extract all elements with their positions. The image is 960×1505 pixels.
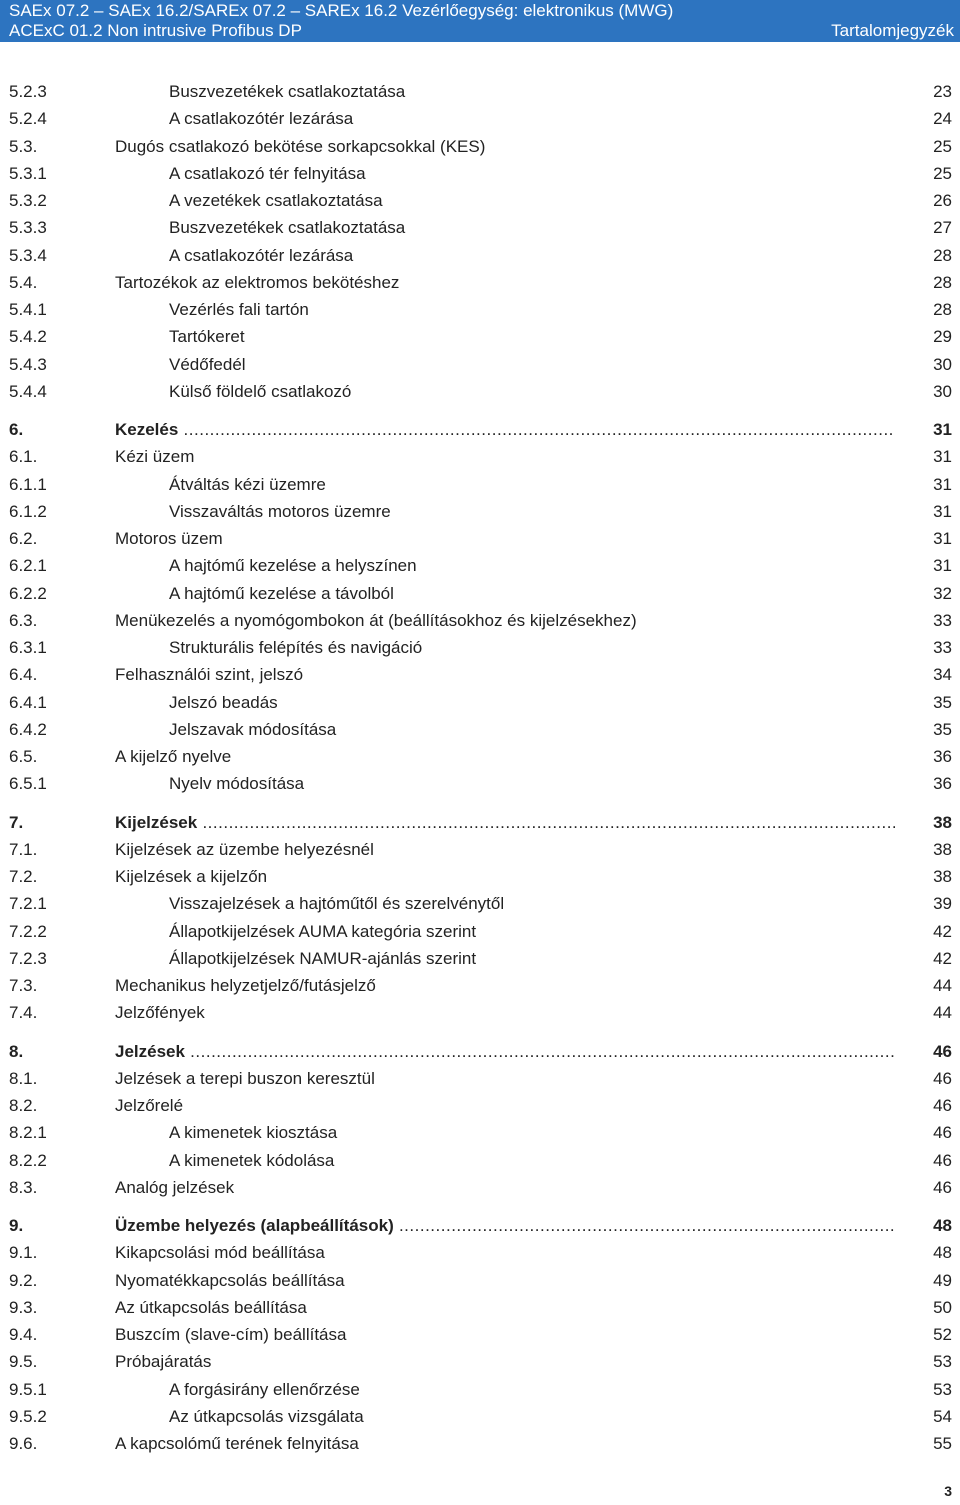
toc-entry-title: Mechanikus helyzetjelző/futásjelző xyxy=(115,976,376,995)
toc-entry-page: 53 xyxy=(933,1352,952,1371)
toc-entry-title: Állapotkijelzések AUMA kategória szerint xyxy=(169,922,477,941)
toc-entry-page: 33 xyxy=(933,638,952,657)
toc-entry-page: 44 xyxy=(933,1003,952,1022)
toc-entry[interactable] xyxy=(0,1432,960,1456)
toc-entry-page: 36 xyxy=(933,774,952,793)
toc-entry[interactable] xyxy=(0,298,960,322)
toc-entry-title: Strukturális felépítés és navigáció xyxy=(169,638,423,657)
toc-entry-title: Menükezelés a nyomógombokon át (beállításokhoz és kijelzésekhez) xyxy=(115,611,637,630)
toc-entry-number: 6.1. xyxy=(9,447,38,466)
toc-entry-number: 9.6. xyxy=(9,1434,38,1453)
toc-entry-page: 30 xyxy=(933,382,952,401)
toc-entry[interactable] xyxy=(0,920,960,944)
toc-entry[interactable] xyxy=(0,353,960,377)
toc-entry[interactable] xyxy=(0,838,960,862)
toc-entry-page: 52 xyxy=(933,1325,952,1344)
toc-entry[interactable] xyxy=(0,473,960,497)
toc-entry-number: 5.3.2 xyxy=(9,191,47,210)
toc-entry-title: Jelszavak módosítása xyxy=(169,720,337,739)
toc-entry-page: 31 xyxy=(933,420,952,439)
toc-entry-number: 9.1. xyxy=(9,1243,38,1262)
toc-entry[interactable] xyxy=(0,107,960,131)
toc-entry-title: Dugós csatlakozó bekötése sorkapcsokkal (KES) xyxy=(115,137,486,156)
toc-entry-page: 33 xyxy=(933,611,952,630)
toc-entry-page: 50 xyxy=(933,1298,952,1317)
toc-entry-title: A kapcsolómű terének felnyitása xyxy=(115,1434,359,1453)
toc-entry-number: 9.5. xyxy=(9,1352,38,1371)
toc-entry-page: 32 xyxy=(933,584,952,603)
toc-entry-title: Kijelzések az üzembe helyezésnél xyxy=(115,840,374,859)
toc-entry-number: 7.2.3 xyxy=(9,949,47,968)
toc-entry-number: 5.3.1 xyxy=(9,164,47,183)
toc-entry[interactable] xyxy=(0,380,960,404)
toc-entry-number: 6.4.1 xyxy=(9,693,47,712)
toc-entry-title: Buszvezetékek csatlakoztatása xyxy=(169,82,406,101)
toc-entry-number: 6.3.1 xyxy=(9,638,47,657)
toc-entry-title: A kijelző nyelve xyxy=(115,747,232,766)
toc-entry-number: 8. xyxy=(9,1042,24,1061)
toc-entry-number: 8.2.2 xyxy=(9,1151,47,1170)
toc-entry-number: 6.2.2 xyxy=(9,584,47,603)
toc-entry-title: Kijelzések ..... xyxy=(115,811,895,835)
toc-entry-page: 31 xyxy=(933,502,952,521)
toc-entry-title: Az útkapcsolás vizsgálata xyxy=(169,1407,364,1426)
toc-entry[interactable] xyxy=(0,1149,960,1173)
toc-entry-page: 28 xyxy=(933,246,952,265)
toc-entry[interactable] xyxy=(0,80,960,104)
toc-entry-title: A csatlakozó tér felnyitása xyxy=(169,164,366,183)
toc-entry-page: 31 xyxy=(933,475,952,494)
toc-entry-number: 6.4.2 xyxy=(9,720,47,739)
toc-entry-page: 38 xyxy=(933,840,952,859)
toc-entry-number: 7. xyxy=(9,813,24,832)
toc-entry-number: 6.1.1 xyxy=(9,475,47,494)
toc-entry-page: 23 xyxy=(933,82,952,101)
toc-entry-title: Külső földelő csatlakozó xyxy=(169,382,352,401)
toc-entry[interactable] xyxy=(0,500,960,524)
toc-entry[interactable] xyxy=(0,772,960,796)
toc-entry[interactable] xyxy=(0,1296,960,1320)
toc-entry[interactable] xyxy=(0,271,960,295)
toc-entry-title: A hajtómű kezelése a helyszínen xyxy=(169,556,417,575)
toc-entry-page: 46 xyxy=(933,1069,952,1088)
toc-entry-title: Nyomatékkapcsolás beállítása xyxy=(115,1271,345,1290)
toc-entry-title: Buszcím (slave-cím) beállítása xyxy=(115,1325,347,1344)
toc-entry-page: 24 xyxy=(933,109,952,128)
toc-entry-title: A vezetékek csatlakoztatása xyxy=(169,191,383,210)
toc-entry-page: 27 xyxy=(933,218,952,237)
toc-entry-page: 42 xyxy=(933,922,952,941)
toc-entry-title: Visszaváltás motoros üzemre xyxy=(169,502,391,521)
toc-entry-number: 6.3. xyxy=(9,611,38,630)
toc-entry-page: 49 xyxy=(933,1271,952,1290)
toc-entry-page: 31 xyxy=(933,447,952,466)
toc-entry[interactable] xyxy=(0,1094,960,1118)
toc-entry-page: 48 xyxy=(933,1243,952,1262)
toc-entry-title: A csatlakozótér lezárása xyxy=(169,109,354,128)
toc-entry-page: 25 xyxy=(933,137,952,156)
page-number: 3 xyxy=(944,1483,952,1499)
toc-entry[interactable] xyxy=(0,691,960,715)
toc-entry-page: 42 xyxy=(933,949,952,968)
toc-entry[interactable] xyxy=(0,609,960,633)
header-product-line: SAEx 07.2 – SAEx 16.2/SAREx 07.2 – SAREx 16.2 Vezérlőegység: elektronikus (MWG) xyxy=(9,1,674,20)
toc-entry-number: 7.4. xyxy=(9,1003,38,1022)
toc-entry-page: 53 xyxy=(933,1380,952,1399)
toc-entry-number: 7.3. xyxy=(9,976,38,995)
toc-entry[interactable] xyxy=(0,1001,960,1025)
toc-entry-page: 46 xyxy=(933,1178,952,1197)
toc-chapter[interactable] xyxy=(0,418,960,442)
toc-entry-title: A kimenetek kódolása xyxy=(169,1151,335,1170)
toc-entry-number: 5.4.1 xyxy=(9,300,47,319)
toc-entry-page: 46 xyxy=(933,1096,952,1115)
toc-entry[interactable] xyxy=(0,865,960,889)
toc-chapter[interactable] xyxy=(0,811,960,835)
toc-entry-number: 9.3. xyxy=(9,1298,38,1317)
toc-entry-number: 6.5. xyxy=(9,747,38,766)
toc-entry[interactable] xyxy=(0,745,960,769)
toc-entry-number: 6. xyxy=(9,420,24,439)
toc-entry[interactable] xyxy=(0,325,960,349)
toc-entry-number: 5.4.2 xyxy=(9,327,47,346)
toc-entry[interactable] xyxy=(0,1241,960,1265)
toc-entry-title: Üzembe helyezés (alapbeállítások) ..... xyxy=(115,1214,895,1238)
toc-chapter[interactable] xyxy=(0,1214,960,1238)
toc-entry-page: 35 xyxy=(933,693,952,712)
toc-entry-page: 25 xyxy=(933,164,952,183)
toc-entry-title: Jelszó beadás xyxy=(169,693,278,712)
toc-entry-title: Kikapcsolási mód beállítása xyxy=(115,1243,325,1262)
toc-entry[interactable] xyxy=(0,554,960,578)
toc-entry-number: 7.2.2 xyxy=(9,922,47,941)
toc-entry-page: 31 xyxy=(933,529,952,548)
header-section-title: Tartalomjegyzék xyxy=(831,21,954,40)
toc-entry-page: 28 xyxy=(933,273,952,292)
toc-entry-page: 36 xyxy=(933,747,952,766)
toc-entry[interactable] xyxy=(0,947,960,971)
toc-entry-number: 8.1. xyxy=(9,1069,38,1088)
toc-entry-number: 9.4. xyxy=(9,1325,38,1344)
toc-entry-page: 30 xyxy=(933,355,952,374)
toc-entry-number: 5.4.4 xyxy=(9,382,47,401)
toc-entry[interactable] xyxy=(0,162,960,186)
toc-entry[interactable] xyxy=(0,1323,960,1347)
toc-entry-page: 31 xyxy=(933,556,952,575)
toc-entry-title: A csatlakozótér lezárása xyxy=(169,246,354,265)
toc-entry[interactable] xyxy=(0,244,960,268)
toc-entry-page: 26 xyxy=(933,191,952,210)
toc-entry-title: Kézi üzem xyxy=(115,447,195,466)
toc-entry-title: Vezérlés fali tartón xyxy=(169,300,309,319)
toc-entry-title: Jelzőfények xyxy=(115,1003,205,1022)
toc-chapter[interactable] xyxy=(0,1040,960,1064)
toc-entry-page: 48 xyxy=(933,1216,952,1235)
toc-entry-title: Nyelv módosítása xyxy=(169,774,305,793)
toc-entry-page: 46 xyxy=(933,1123,952,1142)
toc-entry-title: Jelzések a terepi buszon keresztül xyxy=(115,1069,375,1088)
toc-entry-title: Analóg jelzések xyxy=(115,1178,235,1197)
toc-entry-number: 5.2.3 xyxy=(9,82,47,101)
toc-entry-number: 7.2.1 xyxy=(9,894,47,913)
toc-entry-page: 44 xyxy=(933,976,952,995)
toc-entry-page: 55 xyxy=(933,1434,952,1453)
toc-entry[interactable] xyxy=(0,1350,960,1374)
toc-entry-title: Próbajáratás xyxy=(115,1352,212,1371)
toc-entry-number: 6.1.2 xyxy=(9,502,47,521)
toc-entry-page: 38 xyxy=(933,813,952,832)
toc-entry[interactable] xyxy=(0,189,960,213)
toc-entry[interactable] xyxy=(0,892,960,916)
toc-entry-number: 5.3.4 xyxy=(9,246,47,265)
toc-entry-page: 46 xyxy=(933,1042,952,1061)
toc-entry[interactable] xyxy=(0,527,960,551)
toc-entry-title: A hajtómű kezelése a távolból xyxy=(169,584,394,603)
toc-entry-number: 5.4.3 xyxy=(9,355,47,374)
toc-entry[interactable] xyxy=(0,1067,960,1091)
toc-entry-page: 54 xyxy=(933,1407,952,1426)
toc-entry-number: 6.2. xyxy=(9,529,38,548)
toc-entry[interactable] xyxy=(0,1269,960,1293)
toc-entry-number: 5.2.4 xyxy=(9,109,47,128)
toc-entry-number: 7.1. xyxy=(9,840,38,859)
toc-entry[interactable] xyxy=(0,1121,960,1145)
toc-entry-page: 29 xyxy=(933,327,952,346)
toc-entry-title: Tartókeret xyxy=(169,327,245,346)
toc-entry-number: 7.2. xyxy=(9,867,38,886)
toc-entry[interactable] xyxy=(0,636,960,660)
toc-entry-title: Jelzések ..... xyxy=(115,1040,895,1064)
toc-entry-number: 5.3. xyxy=(9,137,38,156)
toc-entry-title: Állapotkijelzések NAMUR-ajánlás szerint xyxy=(169,949,477,968)
toc-entry-title: Átváltás kézi üzemre xyxy=(169,475,326,494)
toc-entry-page: 39 xyxy=(933,894,952,913)
toc-entry-title: Motoros üzem xyxy=(115,529,223,548)
toc-entry[interactable] xyxy=(0,582,960,606)
toc-entry-title: Az útkapcsolás beállítása xyxy=(115,1298,307,1317)
toc-entry-number: 6.5.1 xyxy=(9,774,47,793)
toc-entry-title: Buszvezetékek csatlakoztatása xyxy=(169,218,406,237)
toc-entry-title: A kimenetek kiosztása xyxy=(169,1123,338,1142)
toc-entry-number: 8.2.1 xyxy=(9,1123,47,1142)
toc-entry-number: 6.4. xyxy=(9,665,38,684)
toc-entry-title: Visszajelzések a hajtóműtől és szerelvénytől xyxy=(169,894,505,913)
toc-entry-page: 34 xyxy=(933,665,952,684)
toc-entry-number: 9.5.1 xyxy=(9,1380,47,1399)
toc-entry-title: Kezelés ..... xyxy=(115,418,895,442)
toc-entry-page: 38 xyxy=(933,867,952,886)
toc-entry[interactable] xyxy=(0,663,960,687)
toc-entry[interactable] xyxy=(0,216,960,240)
toc-entry[interactable] xyxy=(0,135,960,159)
toc-entry-title: Tartozékok az elektromos bekötéshez xyxy=(115,273,400,292)
toc-entry-title: Jelzőrelé xyxy=(115,1096,184,1115)
toc-entry-number: 9.5.2 xyxy=(9,1407,47,1426)
toc-entry-title: Védőfedél xyxy=(169,355,246,374)
toc-entry[interactable] xyxy=(0,974,960,998)
toc-entry-number: 9. xyxy=(9,1216,24,1235)
toc-entry-number: 8.3. xyxy=(9,1178,38,1197)
toc-entry-title: Kijelzések a kijelzőn xyxy=(115,867,268,886)
toc-entry[interactable] xyxy=(0,1405,960,1429)
toc-entry[interactable] xyxy=(0,718,960,742)
toc-entry-number: 5.4. xyxy=(9,273,38,292)
toc-entry[interactable] xyxy=(0,1176,960,1200)
toc-entry-title: Felhasználói szint, jelszó xyxy=(115,665,304,684)
toc-entry[interactable] xyxy=(0,1378,960,1402)
toc-entry-page: 35 xyxy=(933,720,952,739)
header-variant-line: ACExC 01.2 Non intrusive Profibus DP xyxy=(9,21,302,40)
toc-entry[interactable] xyxy=(0,445,960,469)
toc-entry-number: 6.2.1 xyxy=(9,556,47,575)
toc-entry-number: 5.3.3 xyxy=(9,218,47,237)
toc-entry-number: 9.2. xyxy=(9,1271,38,1290)
toc-entry-number: 8.2. xyxy=(9,1096,38,1115)
toc-entry-title: A forgásirány ellenőrzése xyxy=(169,1380,360,1399)
toc-entry-page: 28 xyxy=(933,300,952,319)
toc-entry-page: 46 xyxy=(933,1151,952,1170)
